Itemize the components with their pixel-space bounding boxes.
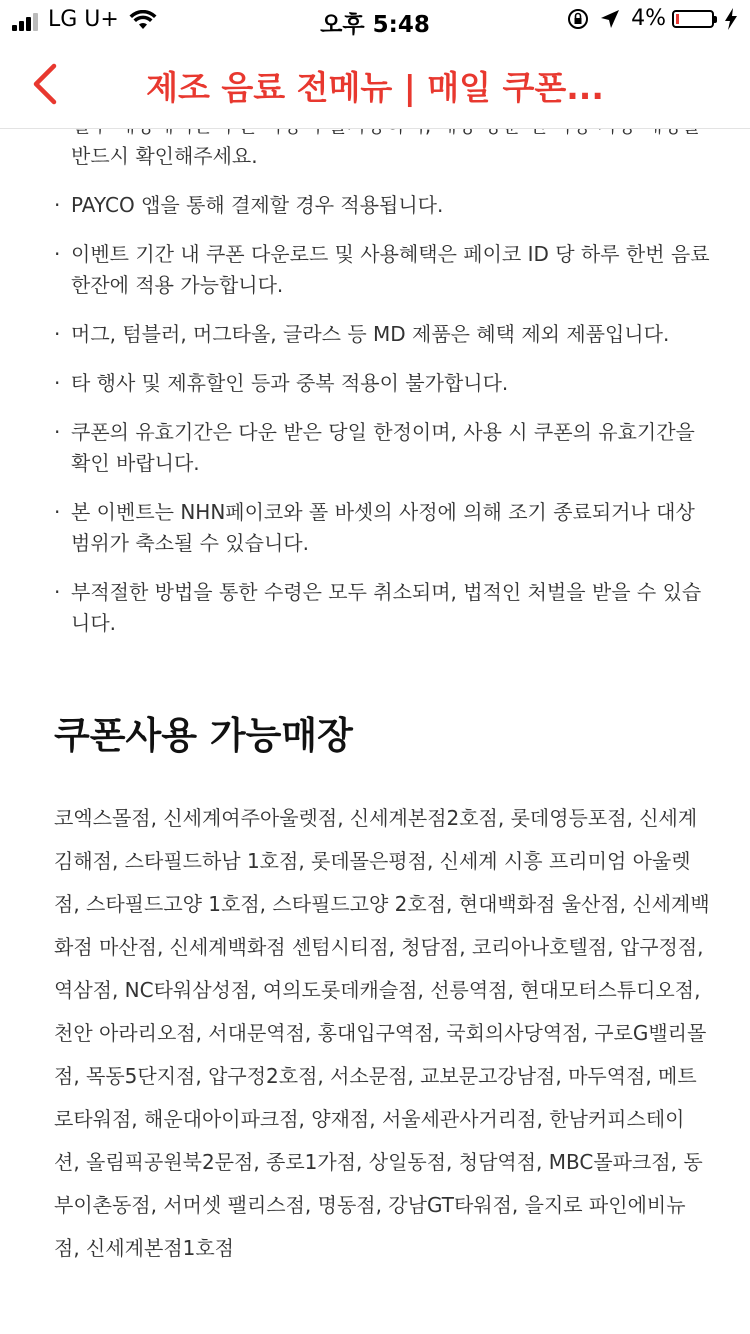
section-title: 쿠폰사용 가능매장: [54, 714, 353, 757]
chevron-left-icon: [26, 60, 66, 108]
notice-item: [54, 319, 710, 350]
notice-text: PAYCO 앱을 통해 결제할 경우 적용됩니다.: [71, 193, 444, 217]
notice-text: 쿠폰의 유효기간은 다운 받은 당일 한정이며, 사용 시 쿠폰의 유효기간을 확인 바랍니다.: [71, 420, 695, 475]
store-list: 코엑스몰점, 신세계여주아울렛점, 신세계본점2호점, 롯데영등포점, 신세계김해점, 스타필드하남 1호점, 롯데몰은평점, 신세계 시흥 프리미엄 아울렛점, 스타필드고양 1호점, 스타필드고양 2호점, 현대백화점 울산점, 신세계백화점 마산점, 신세계백화점 센텀시티점, 청담점, 코리아나호텔점, 압구정점, 역삼점, NC타워삼성점, 여의도롯데캐슬점, 선릉역점, 현대모터스튜디오점, 천안 아라리오점, 서대문역점, 홍대입구역점, 국회의사당역점, 구로G밸리몰점, 목동5단지점, 압구정2호점, 서소문점, 교보문고강남점, 마두역점, 메트로타워점, 해운대아이파크점, 양재점, 서울세관사거리점, 한남커피스테이션, 올림픽공원북2문점, 종로1가점, 상일동점, 청담역점, MBC몰파크점, 동부이촌동점, 서머셋 팰리스점, 명동점, 강남GT타워점, 을지로 파인에비뉴점, 신세계본점1호점: [54, 806, 710, 1260]
notice-text: 타 행사 및 제휴할인 등과 중복 적용이 불가합니다.: [71, 371, 509, 395]
notice-text: 머그, 텀블러, 머그타올, 글라스 등 MD 제품은 혜택 제외 제품입니다.: [71, 322, 670, 346]
back-button[interactable]: [26, 60, 66, 108]
bullet-icon: ·: [54, 371, 61, 395]
bullet-icon: ·: [54, 242, 61, 266]
charging-bolt-icon: [724, 8, 738, 30]
status-time: 오후 5:48: [320, 12, 430, 38]
battery-icon: [672, 10, 714, 28]
status-bar: [0, 0, 750, 40]
notice-item: [54, 577, 710, 639]
page-title: 제조 음료 전메뉴 | 매일 쿠폰...: [146, 68, 604, 107]
notice-item: [54, 368, 710, 399]
bullet-icon: ·: [54, 420, 61, 444]
notice-list: [0, 110, 750, 639]
nav-bar: [0, 40, 750, 129]
notice-text: 본 이벤트는 NHN페이코와 폴 바셋의 사정에 의해 조기 종료되거나 대상 범위가 축소될 수 있습니다.: [71, 500, 695, 555]
event-detail-content[interactable]: [0, 110, 750, 1270]
bullet-icon: ·: [54, 322, 61, 346]
notice-text: 반드시 확인해주세요.: [71, 144, 258, 168]
bullet-icon: ·: [54, 580, 61, 604]
bullet-icon: ·: [54, 193, 61, 217]
notice-item: [54, 417, 710, 479]
location-arrow-icon: [599, 8, 621, 30]
notice-item: [54, 497, 710, 559]
notice-text: 부적절한 방법을 통한 수령은 모두 취소되며, 법적인 처벌을 받을 수 있습니다.: [71, 580, 702, 635]
notice-item: [54, 239, 710, 301]
notice-item: [54, 190, 710, 221]
carrier-label: LG U+: [48, 7, 119, 32]
bullet-icon: ·: [54, 500, 61, 524]
battery-percent: 4%: [631, 6, 666, 31]
rotation-lock-icon: [567, 8, 589, 30]
notice-text: 이벤트 기간 내 쿠폰 다운로드 및 사용혜택은 페이코 ID 당 하루 한번 음료 한잔에 적용 가능합니다.: [71, 242, 710, 297]
status-right: [557, 6, 738, 31]
